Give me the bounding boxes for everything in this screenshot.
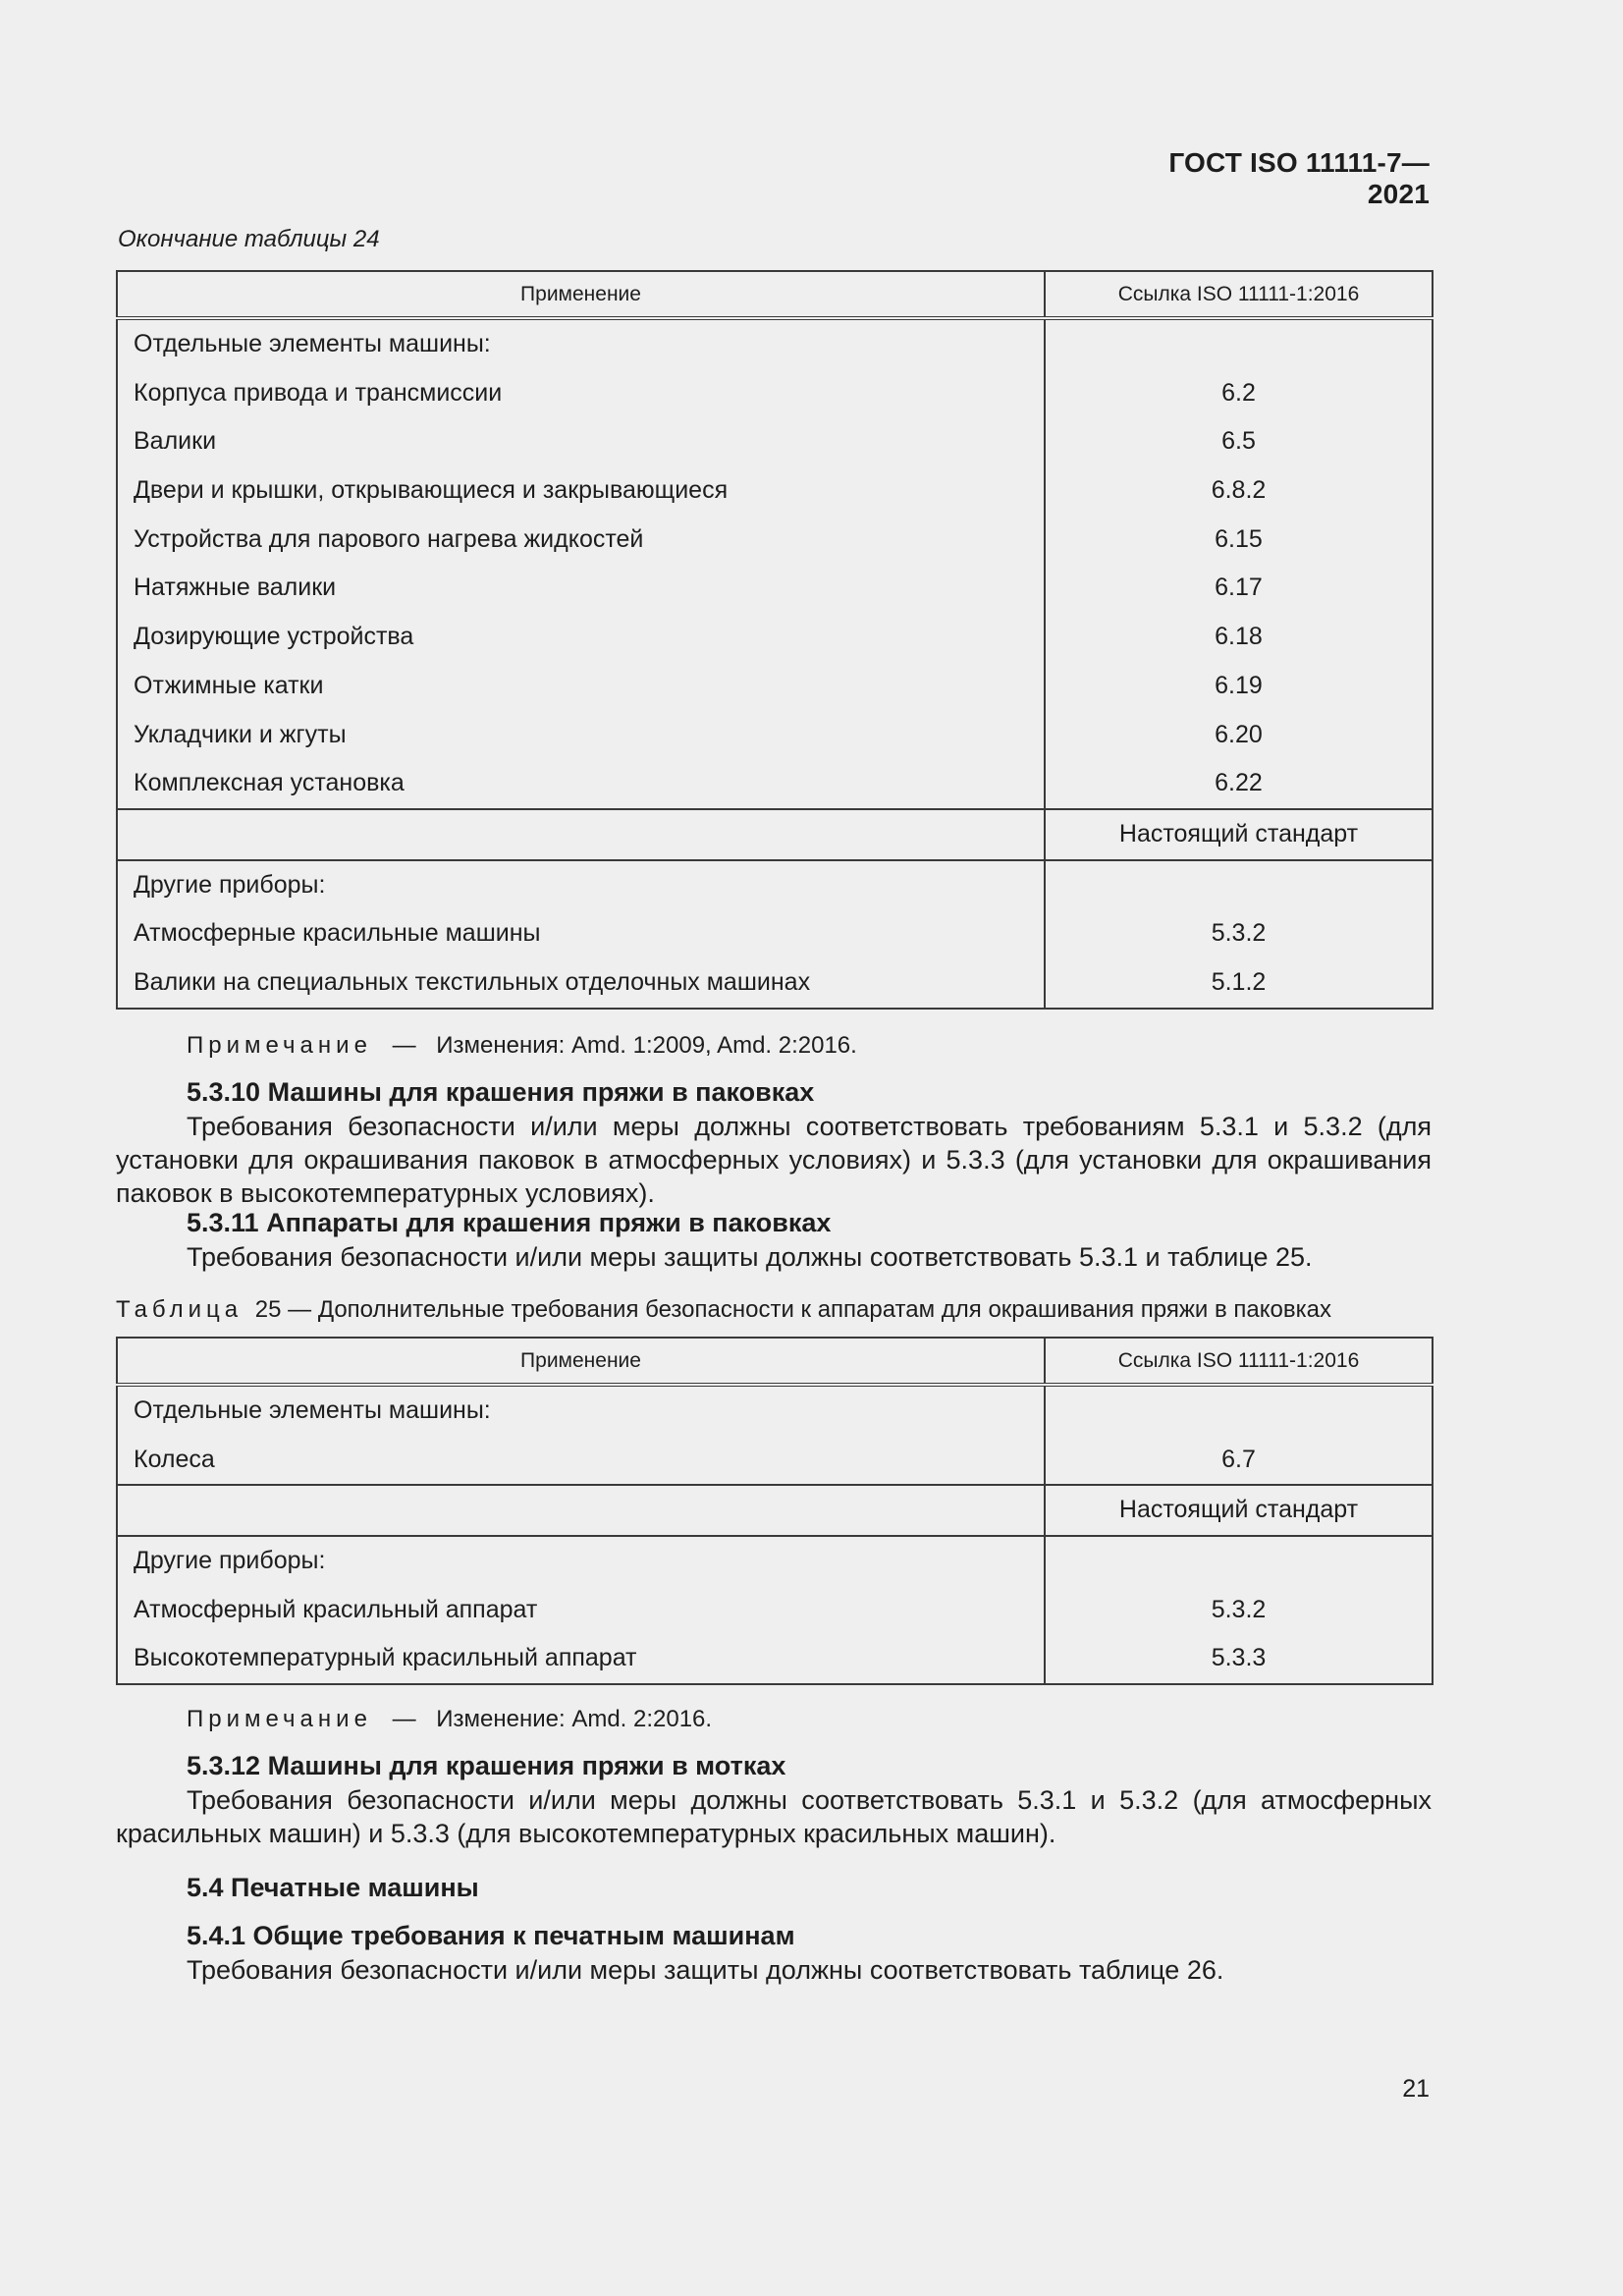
section-5-3-12-text [116, 1783, 1432, 1850]
table-row [117, 1385, 1433, 1485]
cell-text [134, 810, 1044, 859]
cell-ref [1046, 320, 1432, 369]
note-dash: — [392, 1706, 416, 1732]
cell-ref: 6.19 [1215, 671, 1263, 699]
cell-ref: 6.22 [1215, 769, 1263, 797]
cell-ref [1046, 1387, 1432, 1436]
cell-text: Двери и крышки, открывающиеся и закрывающиеся [134, 476, 729, 505]
paragraph-text: Требования безопасности и/или меры защиты должны соответствовать таблице 26. [187, 1955, 1224, 1985]
column-header-reference: Ссылка ISO 11111-1:2016 [1045, 271, 1433, 318]
cell-text: Отдельные элементы машины: [134, 1396, 491, 1424]
cell-text: Дозирующие устройства [134, 623, 414, 651]
cell-ref: 5.3.2 [1211, 1595, 1267, 1623]
cell-ref: 6.18 [1215, 623, 1263, 651]
note-label: Примечание [187, 1706, 372, 1732]
cell-text: Укладчики и жгуты [134, 720, 347, 748]
cell-text: Комплексная установка [134, 769, 405, 797]
paragraph-text: Требования безопасности и/или меры должны соответствовать 5.3.1 и 5.3.2 (для атмосферных красильных машин) и 5.3.3 (для высокотемпературных красильных машин). [116, 1785, 1432, 1848]
document-id: ГОСТ ISO 11111-7—2021 [1168, 147, 1430, 209]
page-number: 21 [1402, 2075, 1430, 2103]
cell-ref: 6.5 [1221, 427, 1256, 456]
section-5-3-10-text [116, 1110, 1432, 1210]
cell-ref: 6.2 [1221, 378, 1256, 407]
cell-text [134, 1486, 1044, 1535]
table-row [117, 1485, 1433, 1536]
cell-ref: 6.7 [1221, 1445, 1256, 1473]
cell-text: Другие приборы: [134, 1547, 326, 1575]
note-text: Изменение: Amd. 2:2016. [436, 1706, 713, 1732]
table-title: 25 — Дополнительные требования безопасности к аппаратам для окрашивания пряжи в паковках [254, 1296, 1332, 1323]
cell-text: Другие приборы: [134, 870, 326, 899]
note-text: Изменения: Amd. 1:2009, Amd. 2:2016. [436, 1032, 857, 1059]
section-5-3-10-heading: 5.3.10 Машины для крашения пряжи в паковках [187, 1077, 815, 1107]
cell-text: Устройства для парового нагрева жидкостей [134, 524, 644, 553]
cell-ref: 5.3.2 [1211, 919, 1267, 948]
section-5-3-11-heading: 5.3.11 Аппараты для крашения пряжи в паковках [187, 1208, 832, 1237]
table-25 [116, 1337, 1434, 1685]
section-5-4-heading: 5.4 Печатные машины [187, 1873, 479, 1902]
cell-text: Натяжные валики [134, 574, 337, 602]
column-header-application: Применение [117, 1338, 1045, 1385]
cell-ref: 6.8.2 [1211, 476, 1267, 505]
column-header-application: Применение [117, 271, 1045, 318]
cell-ref: 5.1.2 [1211, 967, 1267, 996]
cell-ref: 6.17 [1215, 574, 1263, 602]
cell-text: Высокотемпературный красильный аппарат [134, 1644, 637, 1672]
table-25-note [187, 1706, 712, 1733]
paragraph-text: Требования безопасности и/или меры защиты должны соответствовать 5.3.1 и таблице 25. [187, 1242, 1313, 1272]
table-row [117, 318, 1433, 809]
cell-text: Колеса [134, 1445, 215, 1473]
section-5-4-1-heading: 5.4.1 Общие требования к печатным машинам [187, 1921, 795, 1950]
paragraph-text: Требования безопасности и/или меры должны соответствовать требованиям 5.3.1 и 5.3.2 (для установки для окрашивания паковок в атмосферных условиях) и 5.3.3 (для установки для окрашивания паковок в высокотемпературных условиях). [116, 1112, 1432, 1208]
cell-text: Корпуса привода и трансмиссии [134, 378, 503, 407]
cell-text: Атмосферный красильный аппарат [134, 1595, 538, 1623]
cell-text: Валики [134, 427, 217, 456]
note-label: Примечание [187, 1032, 372, 1059]
table-25-caption [116, 1296, 1331, 1324]
cell-ref [1046, 861, 1432, 910]
section-5-4-1-text [116, 1953, 1432, 1987]
column-header-reference: Ссылка ISO 11111-1:2016 [1045, 1338, 1433, 1385]
cell-ref: 6.20 [1215, 720, 1263, 748]
section-5-3-11-text [116, 1240, 1432, 1274]
cell-ref [1046, 1537, 1432, 1586]
table-24-caption: Окончание таблицы 24 [118, 226, 380, 252]
table-label: Таблица [116, 1296, 243, 1323]
cell-text: Валики на специальных текстильных отделочных машинах [134, 967, 811, 996]
table-row [117, 1536, 1433, 1684]
cell-ref: Настоящий стандарт [1118, 1496, 1359, 1524]
cell-text: Атмосферные красильные машины [134, 919, 541, 948]
note-dash: — [392, 1032, 416, 1059]
cell-ref: 6.15 [1215, 524, 1263, 553]
table-24 [116, 270, 1434, 1010]
table-row [117, 860, 1433, 1009]
cell-text: Отжимные катки [134, 671, 324, 699]
cell-ref: Настоящий стандарт [1118, 819, 1359, 847]
cell-text: Отдельные элементы машины: [134, 330, 491, 357]
section-5-3-12-heading: 5.3.12 Машины для крашения пряжи в мотках [187, 1751, 786, 1780]
table-row [117, 809, 1433, 860]
table-24-note [187, 1032, 857, 1060]
cell-ref: 5.3.3 [1211, 1644, 1267, 1672]
